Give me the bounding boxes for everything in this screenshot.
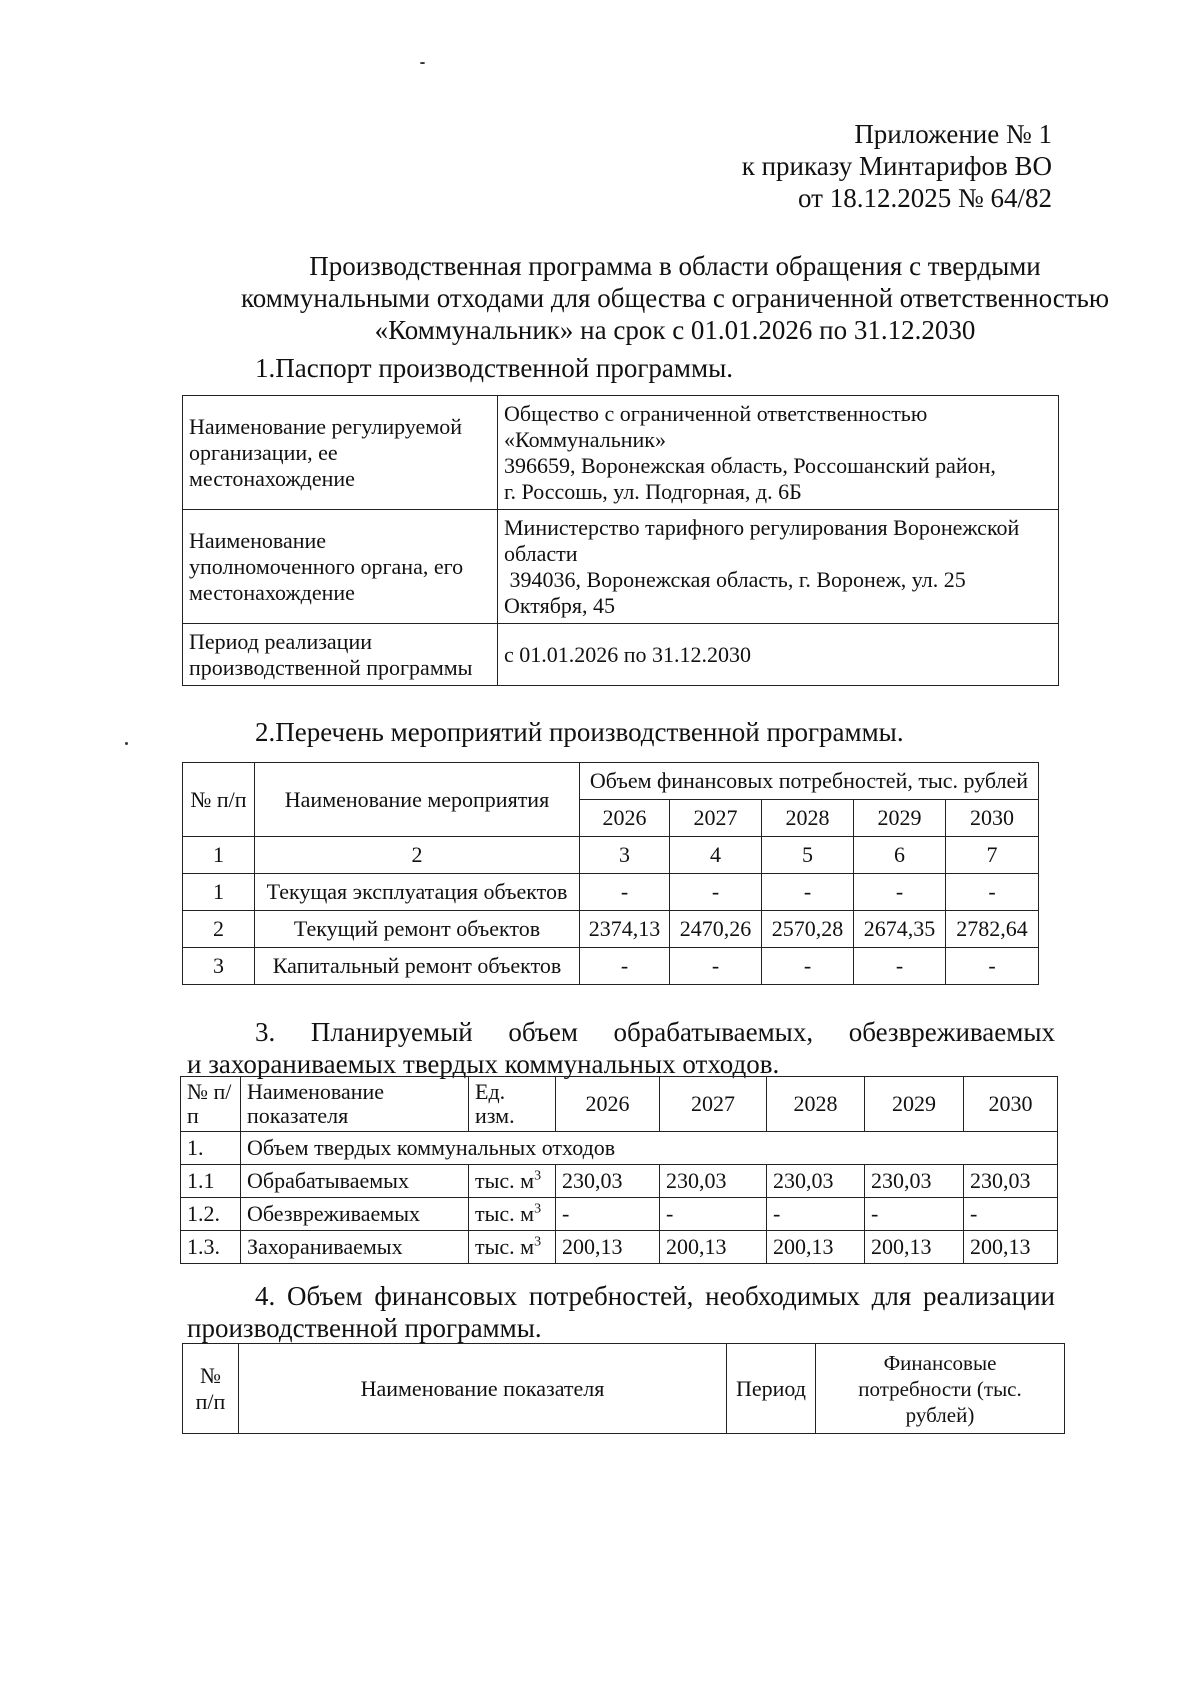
order-date: от 18.12.2025 № 64/82 [798, 183, 1052, 213]
passport-label: Наименование регулируемой организации, ее местонахождение [183, 396, 498, 510]
year-header: 2030 [964, 1077, 1058, 1132]
col-num-header: № п/п [181, 1077, 241, 1132]
year-header: 2027 [670, 800, 762, 837]
passport-value: с 01.01.2026 по 31.12.2030 [498, 624, 1059, 686]
appendix-header [742, 118, 1052, 214]
unit-cell: тыс. $м^3$ [469, 1231, 556, 1264]
year-header: 2029 [865, 1077, 964, 1132]
table-row: 1 Текущая эксплуатация объектов - - - - - [183, 874, 1039, 911]
table-row: 1.2. Обезвреживаемых тыс. $м^3$ - - - - - [181, 1198, 1058, 1231]
year-header: 2026 [556, 1077, 660, 1132]
year-header: 2027 [660, 1077, 767, 1132]
year-header: 2030 [946, 800, 1039, 837]
year-header: 2029 [854, 800, 946, 837]
table-row [183, 396, 1059, 510]
section2-heading: 2.Перечень мероприятий производственной программы. [255, 717, 904, 747]
unit-cell: тыс. $м^3$ [469, 1198, 556, 1231]
section3-heading: 3. Планируемый объем обрабатываемых, обезвреживаемых и захораниваемых твердых коммунальных отходов. [187, 1017, 1055, 1079]
passport-label: Период реализации производственной программы [183, 624, 498, 686]
col-period-header: Период [727, 1344, 816, 1434]
col-num-header: № п/п [183, 1344, 239, 1434]
col-name-header: Наименование показателя [239, 1344, 727, 1434]
passport-label: Наименование уполномоченного органа, его местонахождение [183, 510, 498, 624]
table-row: 1.1 Обрабатываемых тыс. $м^3$ 230,03 230,03 230,03 230,03 230,03 [181, 1165, 1058, 1198]
table-row: 2 Текущий ремонт объектов 2374,13 2470,26 2570,28 2674,35 2782,64 [183, 911, 1039, 948]
year-header: 2028 [762, 800, 854, 837]
section4-heading: 4. Объем финансовых потребностей, необходимых для реализации производственной программы. [187, 1281, 1055, 1343]
scan-speck [125, 742, 128, 745]
col-unit-header: Ед. изм. [469, 1077, 556, 1132]
group-row: 1. Объем твердых коммунальных отходов [181, 1132, 1058, 1165]
scan-speck [420, 62, 425, 64]
table-row: 3 Капитальный ремонт объектов - - - - - [183, 948, 1039, 985]
col-name-header: Наименование мероприятия [255, 763, 580, 837]
passport-value: Министерство тарифного регулирования Воронежской области 394036, Воронежская область, г. Воронеж, ул. 25 Октября, 45 [498, 510, 1059, 624]
appendix-number: Приложение № 1 [854, 119, 1052, 149]
col-num-header: № п/п [183, 763, 255, 837]
passport-table [182, 395, 1059, 686]
document-title: Производственная программа в области обращения с твердыми коммунальными отходами для общества с ограниченной ответственностью «Коммунальник» на срок с 01.01.2026 по 31.12.2030 [240, 251, 1110, 345]
year-header: 2026 [580, 800, 670, 837]
activities-table [182, 762, 1039, 985]
section1-heading: 1.Паспорт производственной программы. [255, 353, 733, 383]
unit-cell: тыс. $м^3$ [469, 1165, 556, 1198]
order-reference: к приказу Минтарифов ВО [741, 151, 1052, 181]
passport-value: Общество с ограниченной ответственностью «Коммунальник» 396659, Воронежская область, Россошанский район, г. Россошь, ул. Подгорная, д. 6Б [498, 396, 1059, 510]
col-name-header: Наименование показателя [241, 1077, 469, 1132]
waste-volume-table [180, 1076, 1058, 1264]
year-header: 2028 [767, 1077, 865, 1132]
index-row: 1 2 3 4 5 6 7 [183, 837, 1039, 874]
table-row [183, 624, 1059, 686]
col-fin-header: Финансовые потребности (тыс. рублей) [816, 1344, 1065, 1434]
table-row: 1.3. Захораниваемых тыс. $м^3$ 200,13 200,13 200,13 200,13 200,13 [181, 1231, 1058, 1264]
col-group-header: Объем финансовых потребностей, тыс. рублей [580, 763, 1039, 800]
table-row [183, 510, 1059, 624]
financial-needs-table [182, 1343, 1065, 1434]
